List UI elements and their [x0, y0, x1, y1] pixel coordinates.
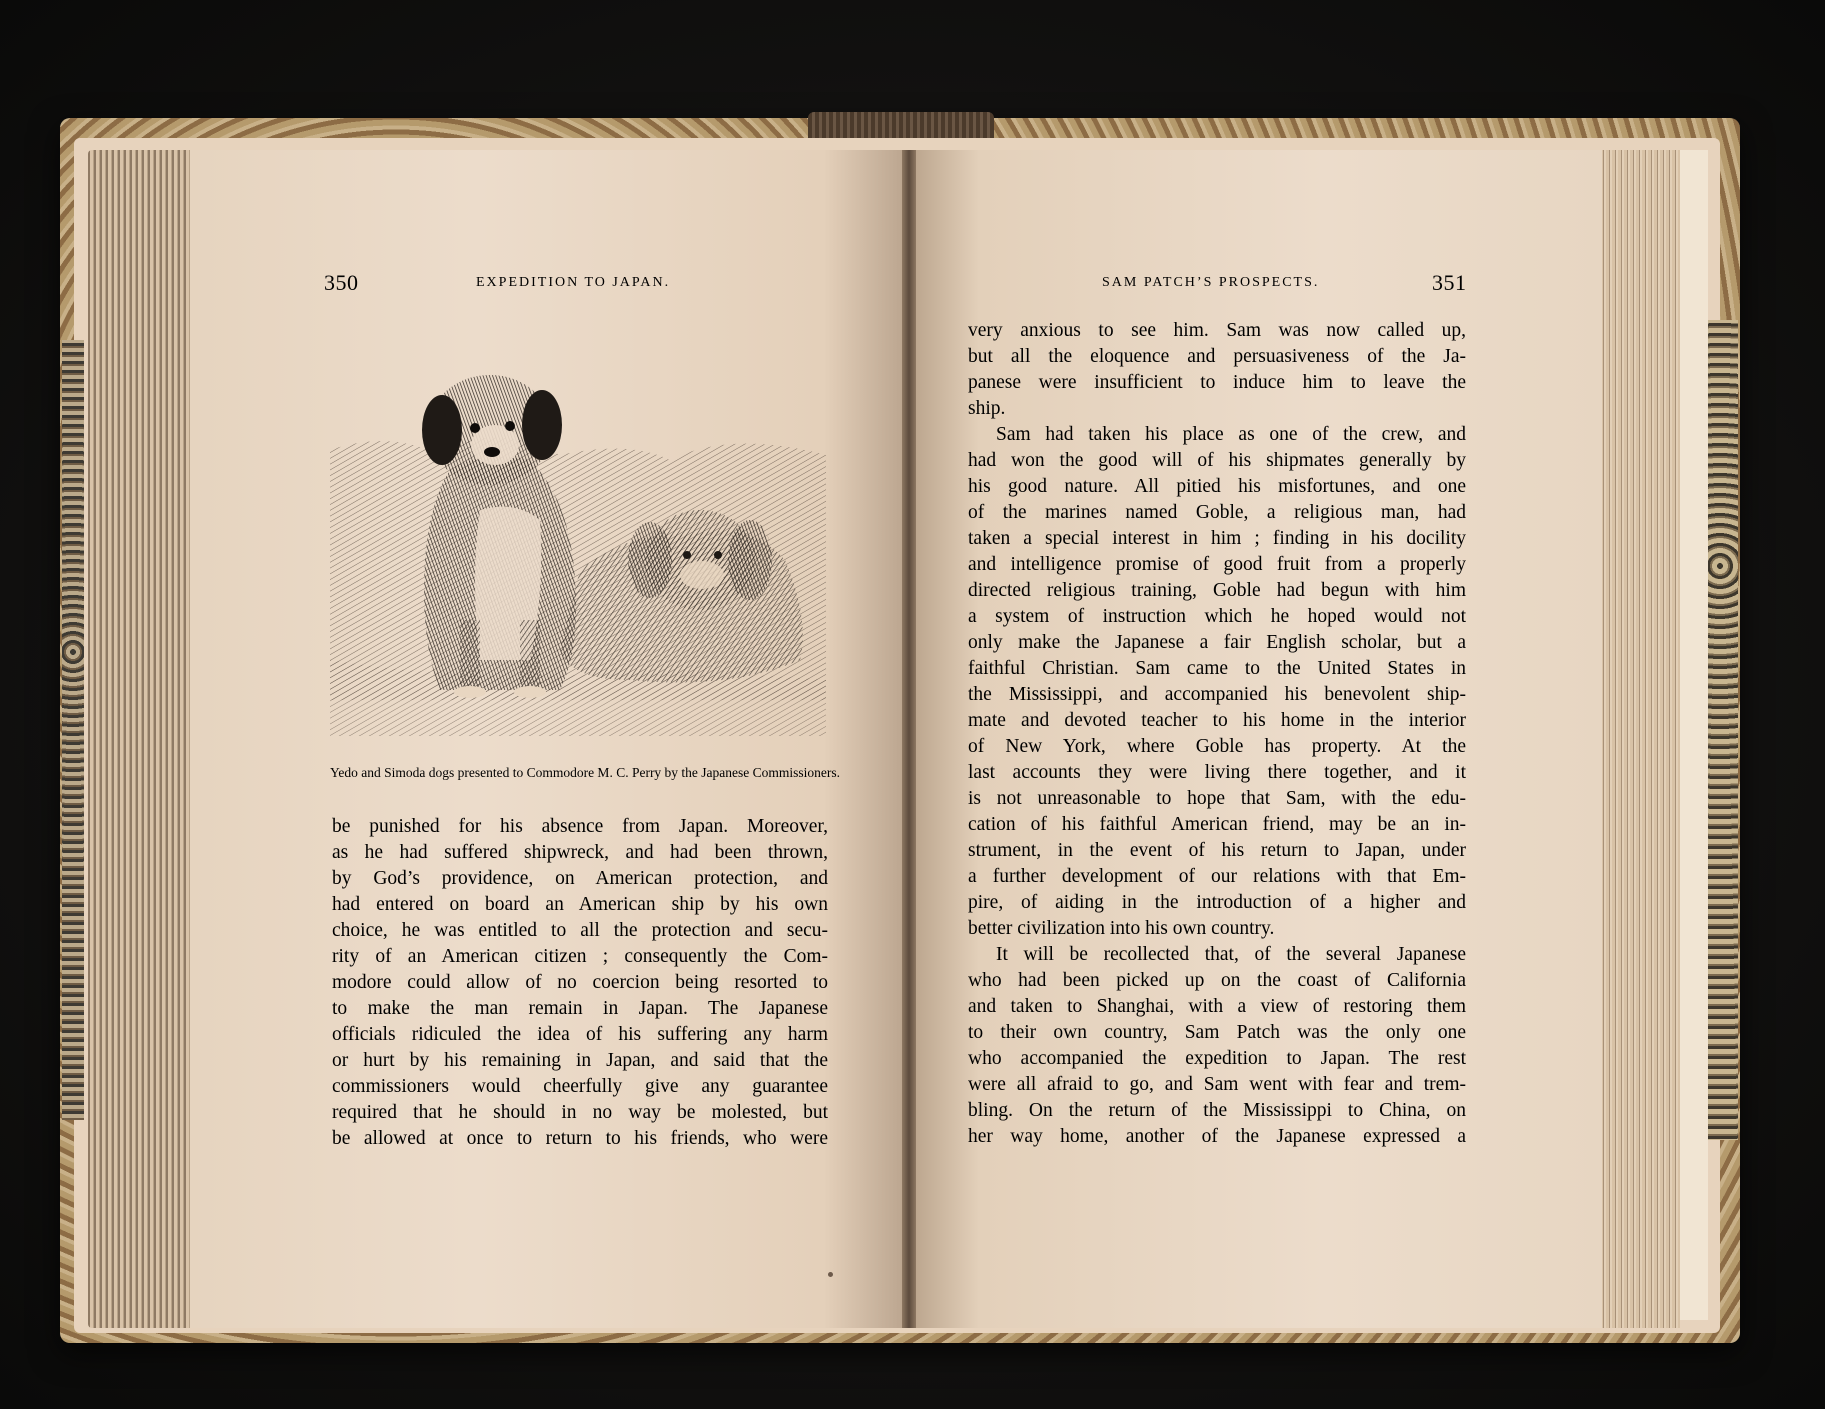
text-line: strument, in the event of his return to Japan, under	[968, 840, 1466, 861]
text-line: of New York, where Goble has property. At the	[968, 736, 1466, 757]
marbled-edge-left	[62, 340, 84, 1120]
text-line: by God’s providence, on American protection, and	[332, 868, 828, 889]
left-page-number: 350	[324, 270, 359, 295]
text-line: and intelligence promise of good fruit from a properly	[968, 554, 1466, 575]
text-line: required that he should in no way be molested, but	[332, 1102, 828, 1123]
text-line: is not unreasonable to hope that Sam, with the edu-	[968, 788, 1466, 809]
text-line: had entered on board an American ship by his own	[332, 894, 828, 915]
text-line: modore could allow of no coercion being resorted to	[332, 972, 828, 993]
text-line: ship.	[968, 398, 1006, 419]
left-page-body	[332, 814, 828, 1152]
right-page-number: 351	[1432, 270, 1467, 295]
text-line: Sam had taken his place as one of the crew, and	[996, 424, 1466, 445]
text-line: who accompanied the expedition to Japan. The rest	[968, 1048, 1466, 1069]
text-line: commissioners would cheerfully give any guarantee	[332, 1076, 828, 1097]
text-line: and taken to Shanghai, with a view of restoring them	[968, 996, 1466, 1017]
text-line: but all the eloquence and persuasiveness of the Ja-	[968, 346, 1466, 367]
text-line: last accounts they were living there together, and it	[968, 762, 1466, 783]
text-line: very anxious to see him. Sam was now called up,	[968, 320, 1466, 341]
engraving-of-two-dogs-icon	[330, 360, 826, 736]
text-line: choice, he was entitled to all the protection and secu-	[332, 920, 828, 941]
right-running-head: SAM PATCH’S PROSPECTS.	[1102, 275, 1320, 290]
marbled-edge-right	[1708, 320, 1738, 1140]
left-running-head: EXPEDITION TO JAPAN.	[476, 275, 671, 290]
text-line: directed religious training, Goble had begun with him	[968, 580, 1466, 601]
text-line: to their own country, Sam Patch was the only one	[968, 1022, 1466, 1043]
text-line: faithful Christian. Sam came to the United States in	[968, 658, 1466, 679]
text-line: be allowed at once to return to his friends, who were	[332, 1128, 828, 1149]
text-line: rity of an American citizen ; consequently the Com-	[332, 946, 828, 967]
text-line: only make the Japanese a fair English scholar, but a	[968, 632, 1466, 653]
text-line: a further development of our relations with that Em-	[968, 866, 1466, 887]
text-line: pire, of aiding in the introduction of a higher and	[968, 892, 1466, 913]
text-line: It will be recollected that, of the several Japanese	[996, 944, 1466, 965]
text-line: bling. On the return of the Mississippi to China, on	[968, 1100, 1466, 1121]
text-line: or hurt by his remaining in Japan, and said that the	[332, 1050, 828, 1071]
text-line: her way home, another of the Japanese expressed a	[968, 1126, 1466, 1147]
text-line: to make the man remain in Japan. The Japanese	[332, 998, 828, 1019]
text-line: officials ridiculed the idea of his suffering any harm	[332, 1024, 828, 1045]
illustration-caption: Yedo and Simoda dogs presented to Commodore M. C. Perry by the Japanese Commissioners.	[329, 765, 841, 780]
text-line: who had been picked up on the coast of California	[968, 970, 1466, 991]
text-line: taken a special interest in him ; finding in his docility	[968, 528, 1466, 549]
right-page-body	[968, 318, 1466, 1150]
text-line: of the marines named Goble, a religious man, had	[968, 502, 1466, 523]
text-line: the Mississippi, and accompanied his benevolent ship-	[968, 684, 1466, 705]
page-blemish	[828, 1272, 833, 1277]
book-gutter	[902, 150, 916, 1328]
text-line: his good nature. All pitied his misfortunes, and one	[968, 476, 1466, 497]
text-line: a system of instruction which he hoped would not	[968, 606, 1466, 627]
cover-board-right	[1680, 150, 1708, 1320]
text-line: better civilization into his own country.	[968, 918, 1275, 939]
page-edges-right	[1600, 150, 1680, 1328]
text-line: mate and devoted teacher to his home in the interior	[968, 710, 1466, 731]
text-line: were all afraid to go, and Sam went with fear and trem-	[968, 1074, 1466, 1095]
text-line: as he had suffered shipwreck, and had been thrown,	[332, 842, 828, 863]
text-line: had won the good will of his shipmates generally by	[968, 450, 1466, 471]
text-line: be punished for his absence from Japan. Moreover,	[332, 816, 828, 837]
page-edges-left	[88, 150, 192, 1328]
text-line: cation of his faithful American friend, may be an in-	[968, 814, 1466, 835]
text-line: panese were insufficient to induce him to leave the	[968, 372, 1466, 393]
